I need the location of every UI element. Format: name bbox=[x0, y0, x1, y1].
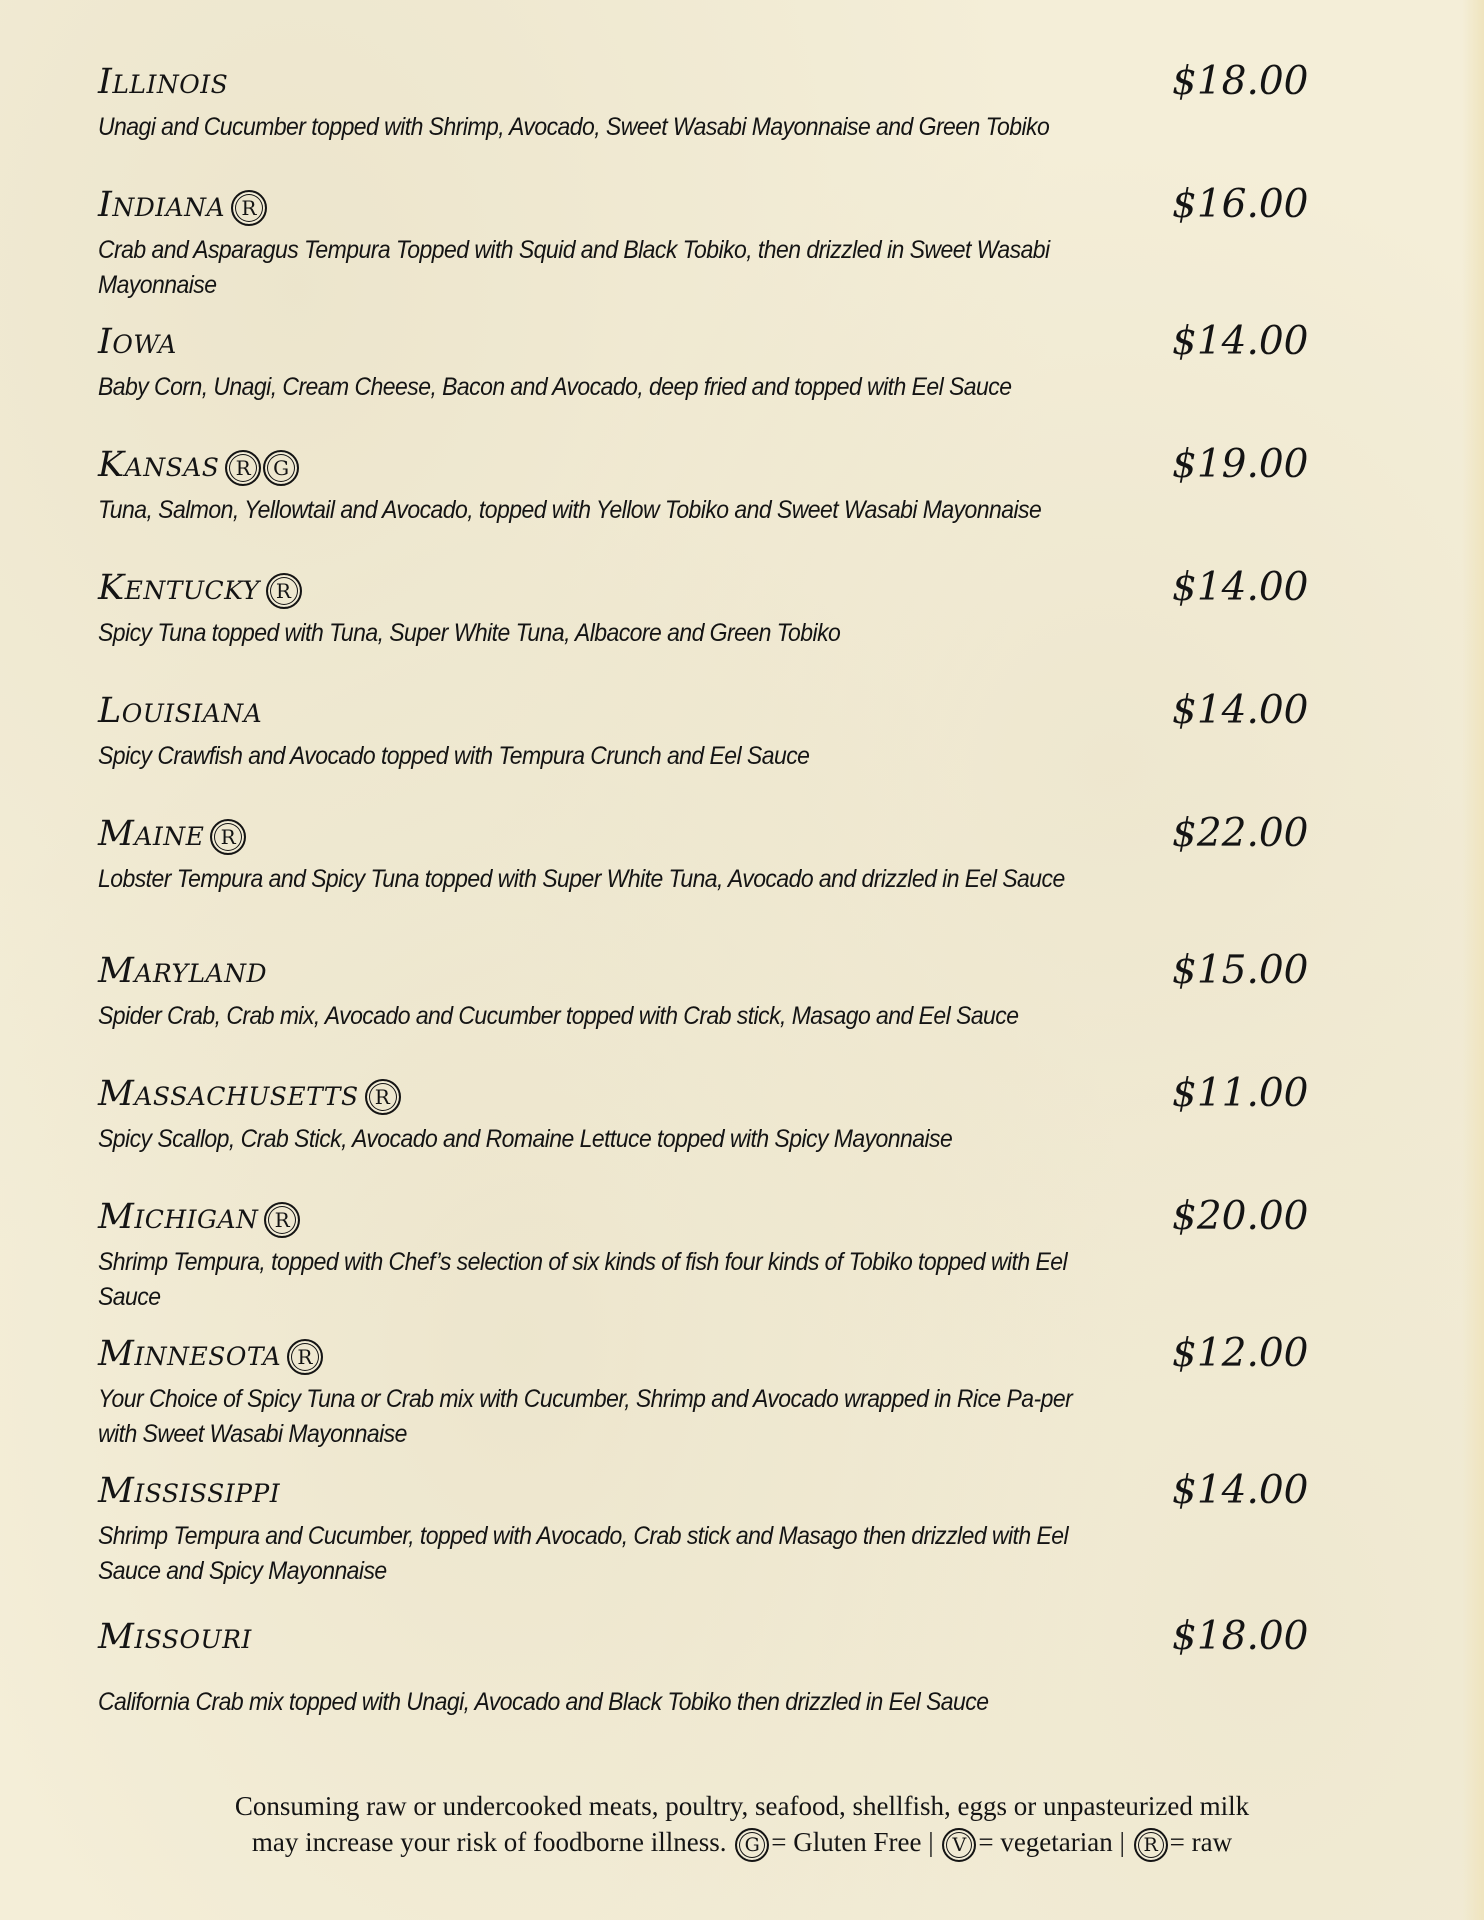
menu-item-name-text: Illinois bbox=[98, 62, 229, 102]
menu-item-price: $12.00 bbox=[1172, 1331, 1309, 1376]
menu-item-price: $11.00 bbox=[1172, 1071, 1309, 1116]
menu-item-price: $14.00 bbox=[1172, 319, 1309, 364]
menu-item bbox=[98, 181, 1338, 303]
menu-item-description: Crab and Asparagus Tempura Topped with Squid and Black Tobiko, then drizzled in Sweet Wasabi Mayonnaise bbox=[98, 236, 1050, 299]
menu-item-name bbox=[98, 1467, 280, 1515]
legend-separator: | bbox=[928, 1827, 934, 1857]
menu-item-name bbox=[98, 181, 269, 231]
menu-item bbox=[98, 441, 1338, 528]
menu-item-header bbox=[98, 947, 1338, 999]
menu-item-name-text: Kansas bbox=[98, 445, 220, 485]
footer-warning-line: Consuming raw or undercooked meats, poultry, seafood, shellfish, eggs or unpasteurized milk bbox=[234, 1791, 1250, 1821]
gluten-free-badge: G bbox=[263, 450, 299, 486]
menu-item-price: $18.00 bbox=[1172, 1614, 1309, 1659]
menu-item-badges bbox=[225, 443, 301, 491]
menu-item-price: $14.00 bbox=[1172, 1468, 1309, 1513]
menu-item-description: Unagi and Cucumber topped with Shrimp, Avocado, Sweet Wasabi Mayonnaise and Green Tobiko bbox=[98, 113, 1050, 141]
menu-item-name-text: Massachusetts bbox=[98, 1074, 359, 1114]
menu-item-description: Your Choice of Spicy Tuna or Crab mix with Cucumber, Shrimp and Avocado wrapped in Rice Pa-per with Sweet Wasabi Mayonnaise bbox=[98, 1385, 1073, 1448]
menu-item bbox=[98, 1330, 1338, 1452]
menu-item bbox=[98, 318, 1338, 405]
menu-item-header bbox=[98, 181, 1338, 233]
allergen-footer bbox=[150, 1788, 1334, 1862]
menu-item-name bbox=[98, 58, 228, 106]
menu-item-name bbox=[98, 441, 301, 491]
raw-badge: R bbox=[264, 1202, 300, 1238]
page-edge bbox=[1462, 0, 1484, 1920]
menu-item-badges bbox=[365, 1072, 403, 1120]
gluten-free-label: = Gluten Free bbox=[771, 1827, 922, 1857]
menu-item-name-text: Indiana bbox=[98, 185, 226, 225]
menu-item bbox=[98, 687, 1338, 774]
menu-item-badges bbox=[231, 183, 269, 231]
menu-item-price: $19.00 bbox=[1172, 442, 1309, 487]
menu-item-name bbox=[98, 687, 262, 735]
menu-item-header bbox=[98, 810, 1338, 862]
menu-item-name-text: Maryland bbox=[98, 951, 268, 991]
menu-item bbox=[98, 1070, 1338, 1157]
menu-item-name bbox=[98, 1330, 325, 1380]
footer-warning-line2: may increase your risk of foodborne illness. bbox=[251, 1827, 727, 1857]
menu-item-price: $22.00 bbox=[1172, 811, 1309, 856]
menu-item-header bbox=[98, 1613, 1338, 1685]
raw-badge: R bbox=[287, 1339, 323, 1375]
menu-item-name bbox=[98, 1613, 252, 1661]
menu-item-header bbox=[98, 687, 1338, 739]
menu-item bbox=[98, 810, 1338, 897]
menu-item-name-text: Kentucky bbox=[98, 568, 260, 608]
menu-item-name bbox=[98, 318, 177, 366]
menu-item-description: Tuna, Salmon, Yellowtail and Avocado, topped with Yellow Tobiko and Sweet Wasabi Mayonnaise bbox=[98, 496, 1042, 524]
menu-item-description: Spicy Scallop, Crab Stick, Avocado and Romaine Lettuce topped with Spicy Mayonnaise bbox=[98, 1125, 953, 1153]
menu-item-name bbox=[98, 564, 304, 614]
menu-item-badges bbox=[210, 812, 248, 860]
menu-item-header bbox=[98, 1467, 1338, 1519]
menu-item-price: $16.00 bbox=[1172, 182, 1309, 227]
raw-badge: R bbox=[225, 450, 261, 486]
raw-label: = raw bbox=[1169, 1827, 1233, 1857]
menu-item-description: Lobster Tempura and Spicy Tuna topped with Super White Tuna, Avocado and drizzled in Eel Sauce bbox=[98, 865, 1065, 893]
menu-item bbox=[98, 564, 1338, 651]
menu-item-description: Baby Corn, Unagi, Cream Cheese, Bacon and Avocado, deep fried and topped with Eel Sauce bbox=[98, 373, 1012, 401]
raw-badge: R bbox=[1134, 1828, 1168, 1862]
menu-item-name-text: Louisiana bbox=[98, 691, 263, 731]
menu-item-header bbox=[98, 1070, 1338, 1122]
menu-item-name bbox=[98, 1193, 302, 1243]
menu-item-header bbox=[98, 1193, 1338, 1245]
menu-item-price: $20.00 bbox=[1172, 1194, 1309, 1239]
vegetarian-label: = vegetarian bbox=[978, 1827, 1113, 1857]
raw-badge: R bbox=[365, 1079, 401, 1115]
raw-badge: R bbox=[266, 573, 302, 609]
menu-item bbox=[98, 1613, 1338, 1720]
menu-item-header bbox=[98, 1330, 1338, 1382]
menu-item-header bbox=[98, 564, 1338, 616]
menu-item-name-text: Minnesota bbox=[98, 1334, 282, 1374]
menu-item-name-text: Michigan bbox=[98, 1197, 259, 1237]
menu-item-description: California Crab mix topped with Unagi, Avocado and Black Tobiko then drizzled in Eel Sauce bbox=[98, 1688, 989, 1716]
menu-item-price: $15.00 bbox=[1172, 948, 1309, 993]
menu-item-name-text: Iowa bbox=[98, 322, 177, 362]
menu-item-name bbox=[98, 810, 248, 860]
menu-item-badges bbox=[266, 566, 304, 614]
menu-item-description: Spicy Crawfish and Avocado topped with Tempura Crunch and Eel Sauce bbox=[98, 742, 810, 770]
menu-item-price: $14.00 bbox=[1172, 565, 1309, 610]
menu-item-header bbox=[98, 441, 1338, 493]
menu-item-description: Spicy Tuna topped with Tuna, Super White Tuna, Albacore and Green Tobiko bbox=[98, 619, 841, 647]
raw-badge: R bbox=[210, 819, 246, 855]
menu-item-badges bbox=[264, 1195, 302, 1243]
menu-item bbox=[98, 947, 1338, 1034]
raw-badge: R bbox=[231, 190, 267, 226]
menu-item-price: $14.00 bbox=[1172, 688, 1309, 733]
menu-item bbox=[98, 1467, 1338, 1589]
menu-item-description: Spider Crab, Crab mix, Avocado and Cucumber topped with Crab stick, Masago and Eel Sauce bbox=[98, 1002, 1019, 1030]
menu-item-name-text: Missouri bbox=[98, 1617, 252, 1657]
legend-separator: | bbox=[1119, 1827, 1125, 1857]
menu-item-name-text: Maine bbox=[98, 814, 205, 854]
menu-item bbox=[98, 1193, 1338, 1315]
menu-item-header bbox=[98, 58, 1338, 110]
menu-item-name bbox=[98, 1070, 403, 1120]
gluten-free-badge: G bbox=[735, 1828, 769, 1862]
footer-legend-line bbox=[150, 1824, 1334, 1862]
menu-item-badges bbox=[287, 1332, 325, 1380]
vegetarian-badge: V bbox=[942, 1828, 976, 1862]
menu-item-price: $18.00 bbox=[1172, 59, 1309, 104]
menu-item-description: Shrimp Tempura and Cucumber, topped with Avocado, Crab stick and Masago then drizzled with Eel Sauce and Spicy Mayonnaise bbox=[98, 1522, 1069, 1585]
menu-item-name-text: Mississippi bbox=[98, 1471, 281, 1511]
menu-item-name bbox=[98, 947, 267, 995]
menu-item-description: Shrimp Tempura, topped with Chef’s selection of six kinds of fish four kinds of Tobiko topped with Eel Sauce bbox=[98, 1248, 1068, 1311]
menu-item bbox=[98, 58, 1338, 145]
menu-item-header bbox=[98, 318, 1338, 370]
